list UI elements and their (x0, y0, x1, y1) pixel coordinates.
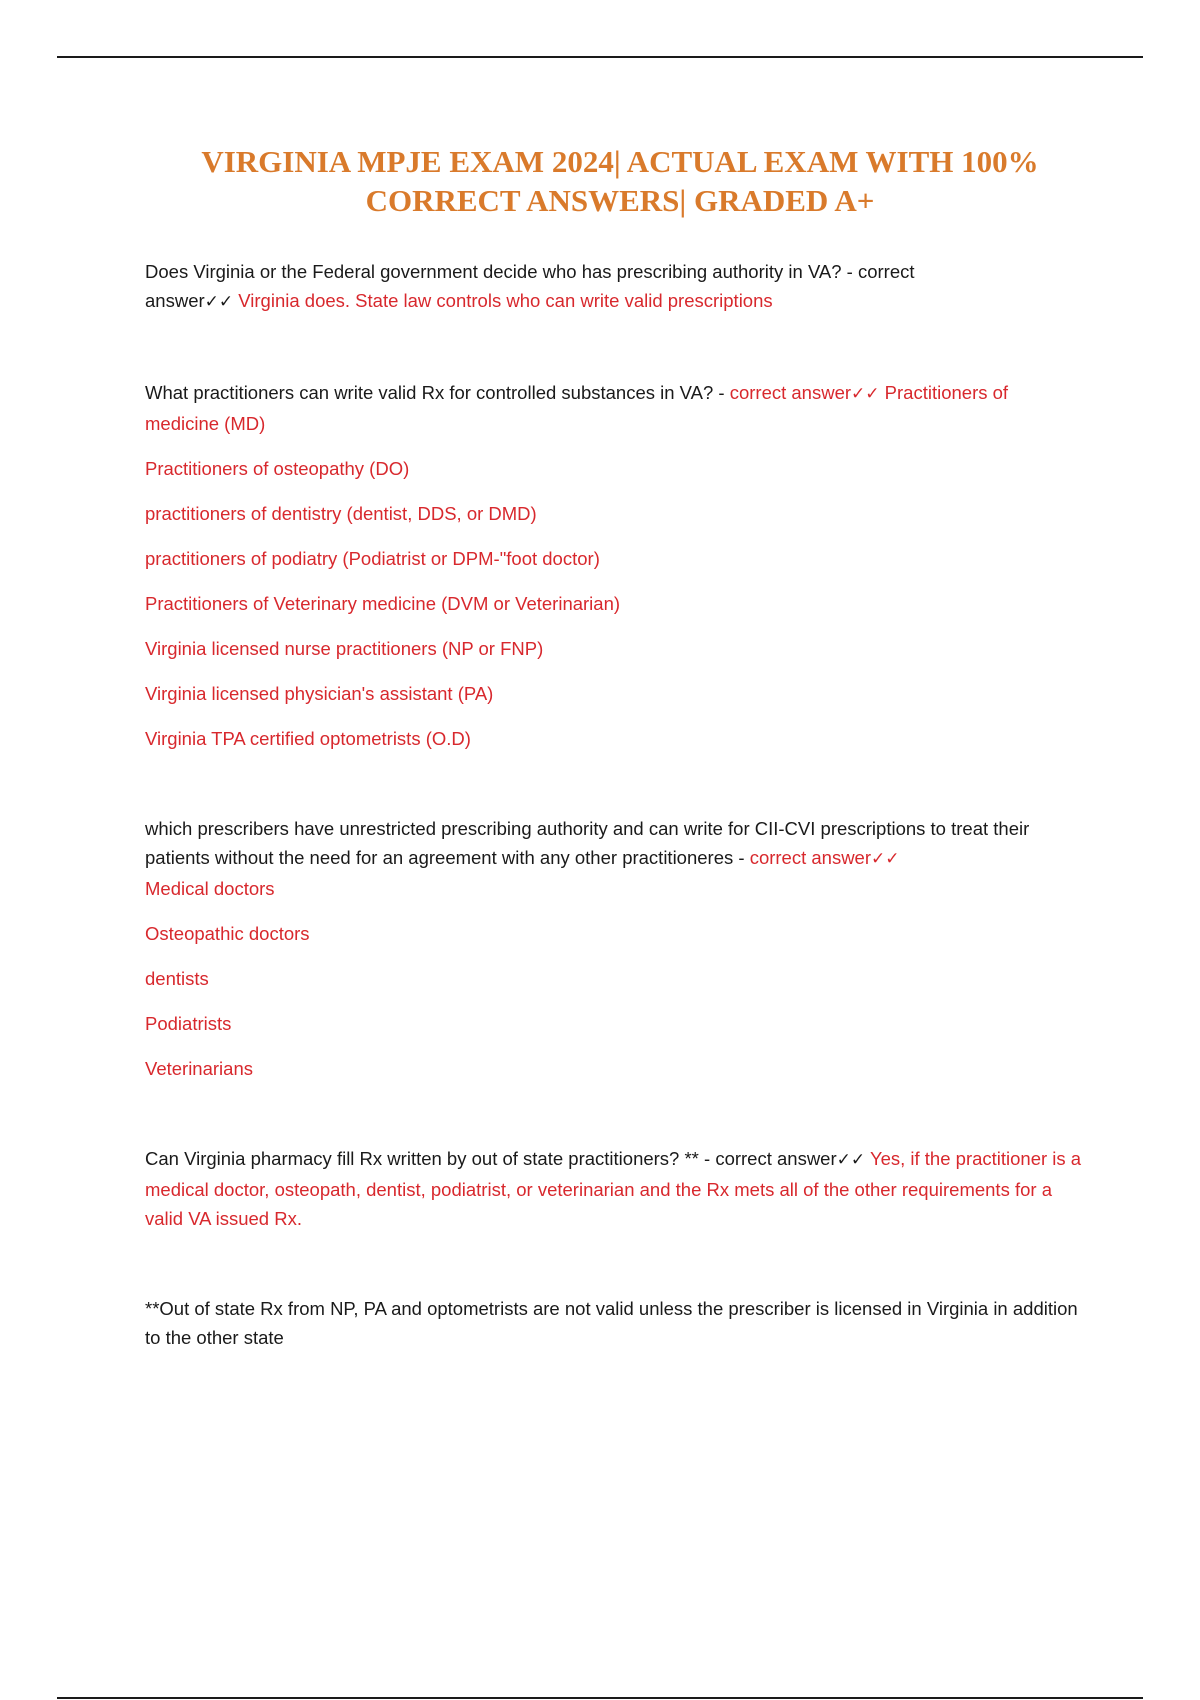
answer-marker: correct answer (729, 382, 852, 403)
list-item: Veterinarians (145, 1058, 253, 1079)
question-text: Can Virginia pharmacy fill Rx written by out of state practitioners? ** - correct answer✓✓ Yes, if the practitioner is a medical doctor, osteopath, dentist, podiatrist, or veterinarian and the Rx mets all of the other requirements for a valid VA issued Rx. (145, 1148, 1082, 1229)
list-item: dentists (145, 968, 209, 989)
double-check-icon: ✓✓ (871, 849, 900, 869)
answer-text: Practitioners of medicine (MD) (145, 382, 1009, 434)
list-item: Osteopathic doctors (145, 923, 310, 944)
answer-text: Medical doctors (145, 878, 275, 899)
footnote: **Out of state Rx from NP, PA and optometrists are not valid unless the prescriber is licensed in Virginia in addition to the other state (145, 1298, 1078, 1348)
list-item: Virginia licensed nurse practitioners (NP or FNP) (145, 638, 544, 659)
answer-marker: correct answer (749, 847, 872, 868)
answer-text: Yes, if the practitioner is a medical doctor, osteopath, dentist, podiatrist, or veterinarian and the Rx mets all of the other requirements for a valid VA issued Rx. (145, 1148, 1082, 1229)
list-item: practitioners of dentistry (dentist, DDS, or DMD) (145, 503, 537, 524)
list-item: Practitioners of Veterinary medicine (DVM or Veterinarian) (145, 593, 621, 614)
top-rule (57, 56, 1143, 58)
title-line-2: CORRECT ANSWERS| GRADED A+ (365, 183, 875, 218)
double-check-icon: ✓✓ (204, 292, 234, 312)
question-text: What practitioners can write valid Rx for controlled substances in VA? - correct answer✓✓ Practitioners of medicine (MD) (145, 382, 1009, 434)
qa-block-4 (145, 1144, 1085, 1233)
document-body (145, 257, 1085, 1352)
list-item: Virginia licensed physician's assistant (PA) (145, 683, 494, 704)
list-item: Practitioners of osteopathy (DO) (145, 458, 410, 479)
question-text: Does Virginia or the Federal government decide who has prescribing authority in VA? - correct answer✓✓ Virginia does. State law controls who can write valid prescriptions (145, 261, 915, 312)
double-check-icon: ✓✓ (836, 1150, 866, 1170)
qa-block-3 (145, 814, 1085, 1083)
list-item: practitioners of podiatry (Podiatrist or DPM-"foot doctor) (145, 548, 600, 569)
answer-text: Virginia does. State law controls who can write valid prescriptions (233, 290, 773, 311)
footnote-block (145, 1294, 1085, 1352)
qa-block-1 (145, 257, 1005, 317)
list-item: Virginia TPA certified optometrists (O.D) (145, 728, 471, 749)
list-item: Podiatrists (145, 1013, 232, 1034)
double-check-icon: ✓✓ (851, 384, 880, 404)
title-line-1: VIRGINIA MPJE EXAM 2024| ACTUAL EXAM WITH 100% (201, 144, 1039, 179)
document-title (100, 142, 1140, 220)
question-text: which prescribers have unrestricted prescribing authority and can write for CII-CVI prescriptions to treat their patients without the need for an agreement with any other practitioneres - correct answer✓✓ Medical doctors (145, 818, 1030, 899)
qa-block-2 (145, 378, 1085, 753)
bottom-rule (57, 1697, 1143, 1699)
